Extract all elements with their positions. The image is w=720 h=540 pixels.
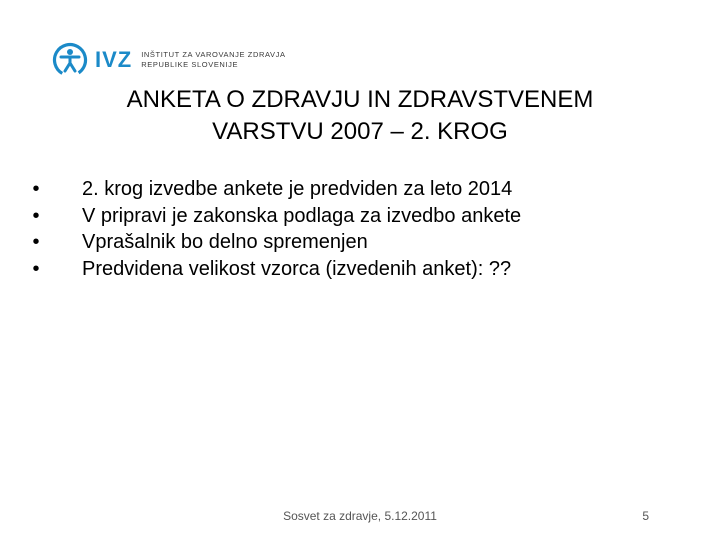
bullet-marker: • bbox=[32, 257, 40, 280]
logo-subtitle bbox=[141, 50, 285, 70]
logo-subtitle-line1: INŠTITUT ZA VAROVANJE ZDRAVJA bbox=[141, 50, 286, 59]
bullet-item bbox=[26, 256, 686, 283]
page-number: 5 bbox=[642, 509, 649, 523]
bullet-text: Vprašalnik bo delno spremenjen bbox=[82, 231, 368, 253]
bullet-text: Predvidena velikost vzorca (izvedenih anket): ?? bbox=[82, 257, 512, 280]
bullet-item bbox=[26, 176, 686, 203]
ivz-logo bbox=[52, 40, 286, 80]
bullet-marker: • bbox=[32, 178, 40, 200]
bullet-item bbox=[26, 203, 686, 230]
slide-title-line1: ANKETA O ZDRAVJU IN ZDRAVSTVENEM bbox=[126, 86, 594, 113]
logo-subtitle-line2: REPUBLIKE SLOVENIJE bbox=[141, 60, 239, 69]
bullet-marker: • bbox=[32, 231, 40, 253]
slide-title-line2: VARSTVU 2007 – 2. KROG bbox=[212, 118, 508, 145]
logo-text: IVZ bbox=[95, 47, 133, 72]
slide-title bbox=[40, 84, 680, 148]
footer-text: Sosvet za zdravje, 5.12.2011 bbox=[283, 509, 437, 523]
bullet-item bbox=[26, 229, 686, 256]
ivz-logo-icon bbox=[52, 42, 88, 78]
bullet-marker: • bbox=[32, 204, 40, 227]
bullet-text: V pripravi je zakonska podlaga za izvedbo ankete bbox=[82, 204, 522, 227]
bullet-text: 2. krog izvedbe ankete je predviden za leto 2014 bbox=[82, 178, 513, 200]
bullet-list bbox=[26, 176, 686, 282]
